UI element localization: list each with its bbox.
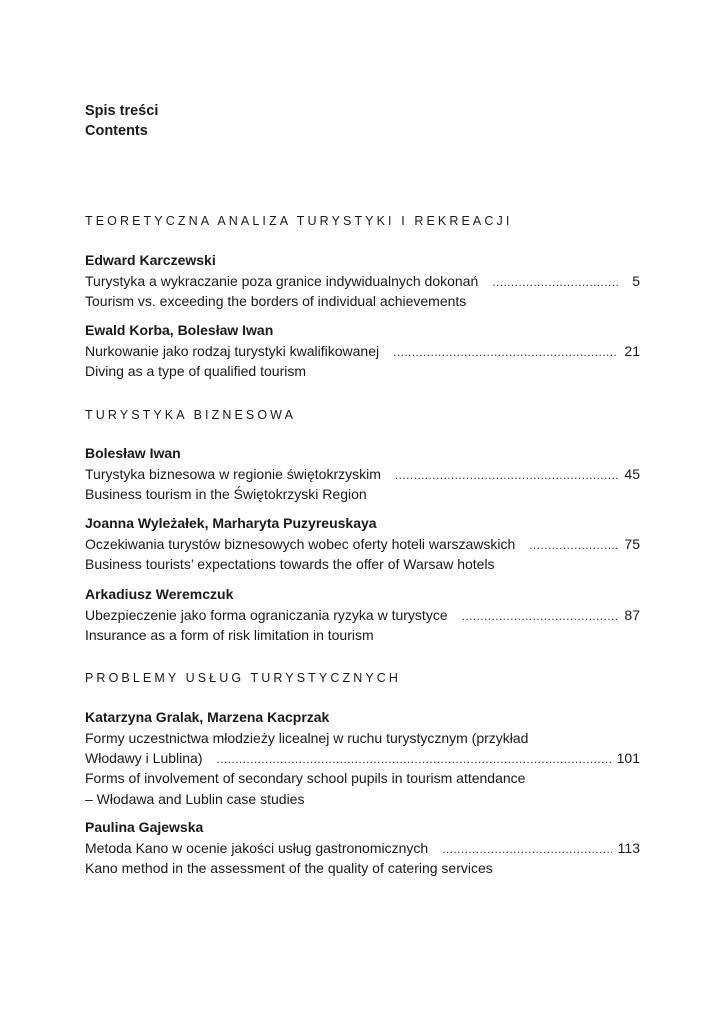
dot-leader bbox=[217, 749, 611, 769]
toc-entry[interactable] bbox=[85, 707, 640, 809]
entry-title-en: Kano method in the assessment of the quality of catering services bbox=[85, 860, 493, 877]
entry-line-pl bbox=[85, 464, 640, 484]
section-title-business: TURYSTYKA BIZNESOWA bbox=[85, 408, 297, 422]
toc-entry[interactable] bbox=[85, 817, 640, 878]
toc-entry[interactable] bbox=[85, 584, 640, 645]
entry-page-number: 5 bbox=[632, 273, 640, 289]
entry-title-pl: Turystyka biznesowa w regionie świętokrzyskim bbox=[85, 466, 381, 482]
entry-title-pl: Nurkowanie jako rodzaj turystyki kwalifikowanej bbox=[85, 343, 380, 359]
entry-author: Ewald Korba, Bolesław Iwan bbox=[85, 322, 274, 338]
entry-title-en: Diving as a type of qualified tourism bbox=[85, 363, 306, 380]
entry-page-number: 75 bbox=[624, 536, 640, 552]
entry-author: Joanna Wyleżałek, Marharyta Puzyreuskaya bbox=[85, 515, 377, 531]
entry-author: Edward Karczewski bbox=[85, 252, 216, 268]
section-title-theoretical: TEORETYCZNA ANALIZA TURYSTYKI I REKREACJI bbox=[85, 214, 513, 228]
entry-line-pl bbox=[85, 605, 640, 625]
entry-title-en: Business tourists’ expectations towards the offer of Warsaw hotels bbox=[85, 556, 495, 573]
entry-line-pl bbox=[85, 271, 640, 291]
dot-leader bbox=[529, 535, 618, 555]
dot-leader bbox=[395, 465, 619, 485]
entry-title-pl: Ubezpieczenie jako forma ograniczania ryzyka w turystyce bbox=[85, 607, 448, 623]
entry-title-pl-line2: Włodawy i Lublina) bbox=[85, 750, 203, 767]
entry-title-pl: Metoda Kano w ocenie jakości usług gastronomicznych bbox=[85, 840, 429, 856]
entry-page-number: 101 bbox=[616, 750, 640, 767]
toc-entry[interactable] bbox=[85, 320, 640, 381]
toc-entry[interactable] bbox=[85, 250, 640, 311]
dot-leader bbox=[492, 272, 620, 292]
entry-author: Arkadiusz Weremczuk bbox=[85, 586, 234, 602]
dot-leader bbox=[462, 606, 619, 626]
entry-title-pl: Turystyka a wykraczanie poza granice indywidualnych dokonań bbox=[85, 273, 479, 289]
entry-page-number: 113 bbox=[617, 840, 640, 856]
heading-en: Contents bbox=[85, 122, 148, 139]
entry-title-pl: Oczekiwania turystów biznesowych wobec oferty hoteli warszawskich bbox=[85, 536, 516, 552]
entry-author: Paulina Gajewska bbox=[85, 819, 204, 835]
entry-page-number: 87 bbox=[624, 607, 640, 623]
entry-author: Katarzyna Gralak, Marzena Kacprzak bbox=[85, 709, 330, 725]
heading-pl: Spis treści bbox=[85, 103, 159, 119]
entry-line-pl bbox=[85, 534, 640, 554]
entry-title-en: Insurance as a form of risk limitation in tourism bbox=[85, 627, 374, 644]
toc-entry[interactable] bbox=[85, 443, 640, 504]
section-title-services: PROBLEMY USŁUG TURYSTYCZNYCH bbox=[85, 671, 402, 685]
toc-heading bbox=[85, 102, 158, 141]
entry-line-pl bbox=[85, 341, 640, 361]
entry-title-en: Tourism vs. exceeding the borders of individual achievements bbox=[85, 293, 467, 310]
entry-title-en-line2: – Włodawa and Lublin case studies bbox=[85, 790, 305, 807]
dot-leader bbox=[393, 342, 618, 362]
entry-author: Bolesław Iwan bbox=[85, 445, 181, 461]
dot-leader bbox=[442, 839, 611, 859]
entry-page-number: 45 bbox=[624, 466, 640, 482]
entry-line-pl bbox=[85, 748, 640, 768]
entry-title-pl-line1: Formy uczestnictwa młodzieży licealnej w ruchu turystycznym (przykład bbox=[85, 730, 529, 746]
toc-page bbox=[85, 0, 640, 1024]
entry-page-number: 21 bbox=[624, 343, 640, 359]
toc-entry[interactable] bbox=[85, 513, 640, 574]
entry-title-en-line1: Forms of involvement of secondary school pupils in tourism attendance bbox=[85, 770, 526, 787]
entry-title-en: Business tourism in the Świętokrzyski Region bbox=[85, 486, 367, 503]
entry-line-pl bbox=[85, 838, 640, 858]
